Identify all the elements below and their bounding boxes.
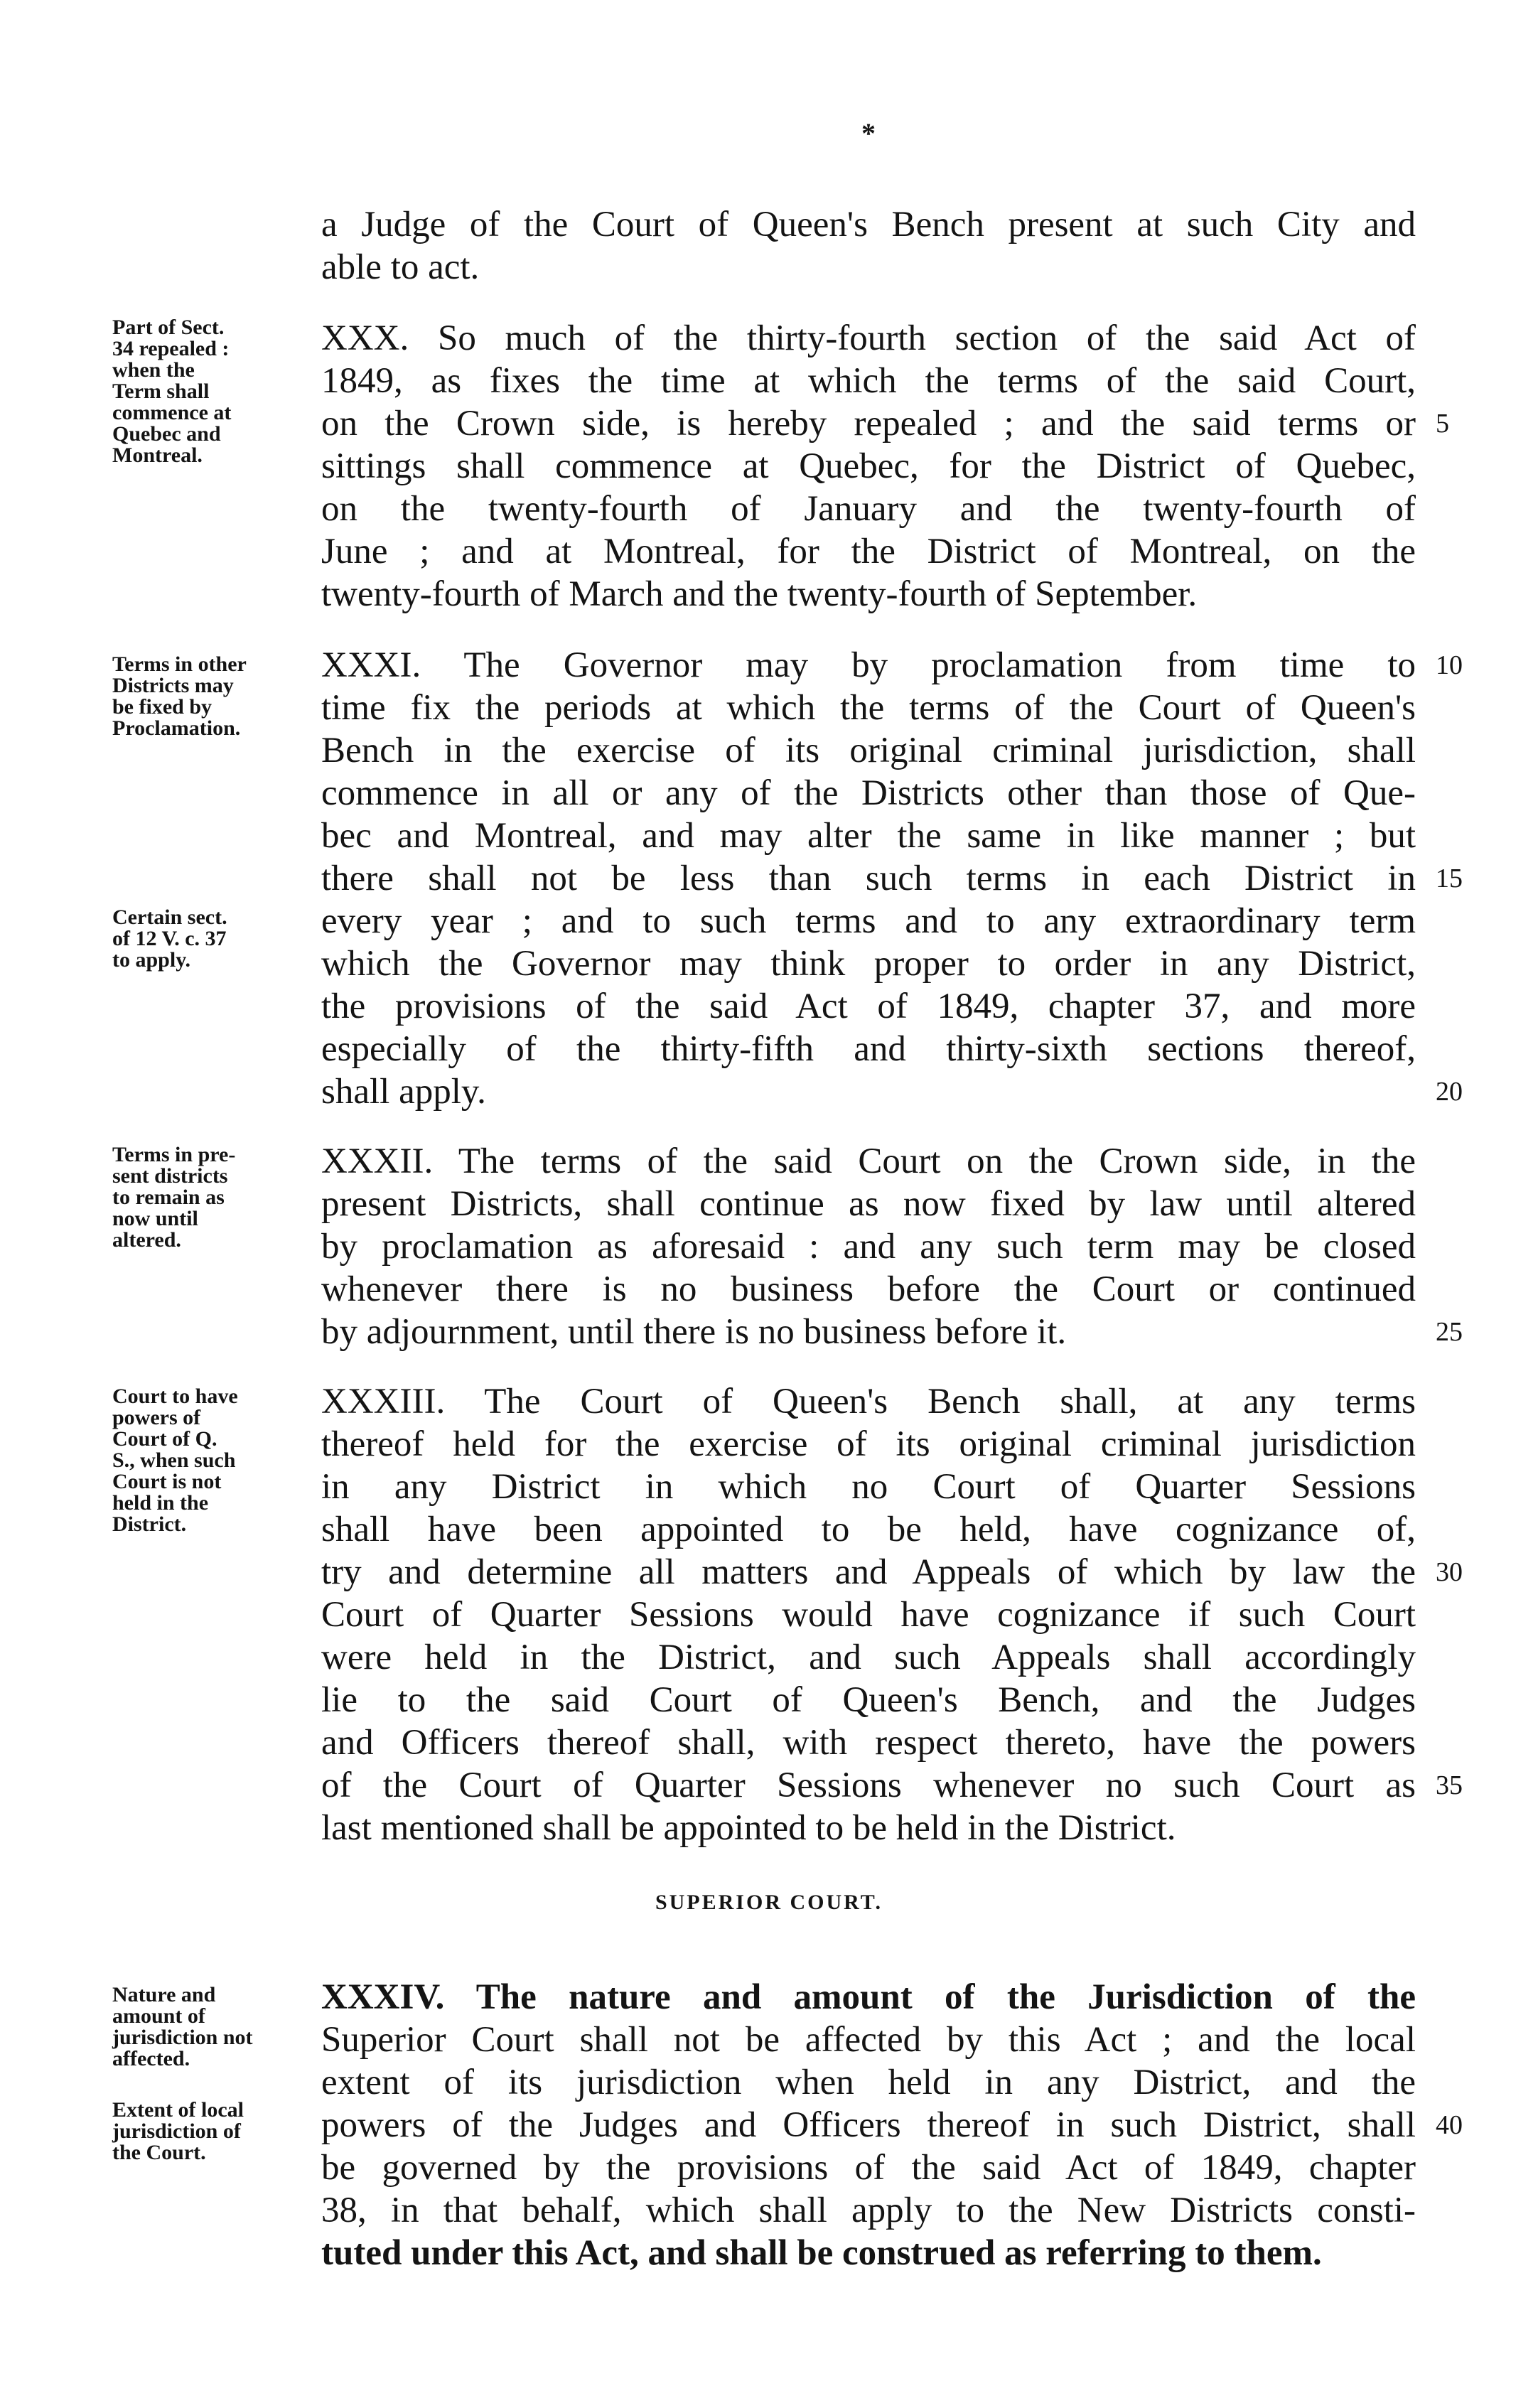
margin-note [112, 907, 318, 971]
text-line: were held in the District, and such Appeals shall accordingly [321, 1638, 1416, 1677]
line-number: 35 [1436, 1770, 1463, 1800]
margin-note-line: Court to have [112, 1385, 238, 1408]
text-line: Court of Quarter Sessions would have cognizance if such Court [321, 1595, 1416, 1635]
text-line: a Judge of the Court of Queen's Bench present at such City and [321, 205, 1416, 244]
margin-note-line: held in the [112, 1491, 209, 1515]
text-line: twenty-fourth of March and the twenty-fourth of September. [321, 574, 1198, 614]
margin-note-line: jurisdiction of [112, 2119, 241, 2143]
text-line: in any District in which no Court of Quarter Sessions [321, 1467, 1416, 1507]
text-line: Superior Court shall not be affected by this Act ; and the local [321, 2020, 1416, 2060]
margin-note-line: amount of [112, 2004, 205, 2028]
text-line: last mentioned shall be appointed to be held in the District. [321, 1808, 1176, 1848]
margin-note-line: Montreal. [112, 444, 203, 467]
text-line: lie to the said Court of Queen's Bench, and the Judges [321, 1680, 1416, 1720]
text-line: present Districts, shall continue as now fixed by law until altered [321, 1184, 1416, 1224]
margin-note [112, 2100, 318, 2164]
line-number: 5 [1436, 409, 1449, 439]
margin-note-line: commence at [112, 401, 232, 424]
text-line: whenever there is no business before the Court or continued [321, 1269, 1416, 1309]
line-number: 25 [1436, 1317, 1463, 1347]
margin-note-line: Quebec and [112, 422, 221, 446]
text-line: powers of the Judges and Officers thereof in such District, shall [321, 2105, 1416, 2145]
margin-note-line: Court of Q. [112, 1427, 217, 1451]
margin-note-line: Nature and [112, 1983, 216, 2006]
text-line: tuted under this Act, and shall be construed as referring to them. [321, 2233, 1322, 2273]
text-line: XXXIV. The nature and amount of the Jurisdiction of the [321, 1977, 1416, 2017]
text-line: sittings shall commence at Quebec, for the District of Quebec, [321, 446, 1416, 486]
text-line: by proclamation as aforesaid : and any such term may be closed [321, 1227, 1416, 1267]
margin-note-line: 34 repealed : [112, 337, 230, 360]
text-line: shall apply. [321, 1072, 486, 1112]
text-line: extent of its jurisdiction when held in any District, and the [321, 2063, 1416, 2102]
margin-note-line: District. [112, 1512, 187, 1536]
margin-note-line: Extent of local [112, 2098, 244, 2122]
margin-note-line: to apply. [112, 948, 191, 972]
text-line: 38, in that behalf, which shall apply to the New Districts consti- [321, 2191, 1416, 2230]
margin-note-line: Terms in other [112, 652, 247, 676]
margin-note-line: Terms in pre- [112, 1143, 236, 1166]
top-mark: * [861, 117, 876, 149]
line-number: 10 [1436, 650, 1463, 680]
margin-note [112, 317, 318, 466]
margin-note-line: Court is not [112, 1470, 222, 1493]
text-line: June ; and at Montreal, for the District of Montreal, on the [321, 532, 1416, 571]
margin-note-line: Term shall [112, 380, 210, 403]
margin-note-line: jurisdiction not [112, 2026, 253, 2049]
text-line: XXXI. The Governor may by proclamation from time to [321, 645, 1416, 685]
margin-note-line: to remain as [112, 1186, 225, 1209]
text-line: commence in all or any of the Districts other than those of Que- [321, 773, 1416, 813]
line-number: 20 [1436, 1077, 1463, 1107]
section-heading: SUPERIOR COURT. [655, 1891, 883, 1914]
text-line: XXX. So much of the thirty-fourth section of the said Act of [321, 318, 1416, 358]
margin-note-line: affected. [112, 2047, 190, 2070]
text-line: 1849, as fixes the time at which the terms of the said Court, [321, 361, 1416, 401]
text-line: there shall not be less than such terms in each District in [321, 859, 1416, 898]
text-line: XXXII. The terms of the said Court on the Crown side, in the [321, 1141, 1416, 1181]
margin-note-line: of 12 V. c. 37 [112, 927, 227, 950]
text-line: able to act. [321, 247, 480, 287]
line-number: 40 [1436, 2110, 1463, 2140]
text-line: every year ; and to such terms and to any extraordinary term [321, 901, 1416, 941]
margin-note-line: be fixed by [112, 695, 213, 719]
margin-note-line: Certain sect. [112, 905, 227, 929]
text-line: time fix the periods at which the terms of the Court of Queen's [321, 688, 1416, 728]
margin-note [112, 654, 318, 739]
margin-note [112, 1144, 318, 1251]
text-line: on the Crown side, is hereby repealed ; and the said terms or [321, 404, 1416, 444]
text-line: especially of the thirty-fifth and thirty-sixth sections thereof, [321, 1029, 1416, 1069]
margin-note-line: Proclamation. [112, 716, 241, 740]
text-line: which the Governor may think proper to order in any District, [321, 944, 1416, 984]
text-line: be governed by the provisions of the said Act of 1849, chapter [321, 2148, 1416, 2188]
margin-note-line: when the [112, 358, 195, 382]
line-number: 30 [1436, 1557, 1463, 1587]
margin-note-line: sent districts [112, 1164, 228, 1188]
margin-note-line: the Court. [112, 2141, 206, 2164]
margin-note-line: S., when such [112, 1448, 236, 1472]
margin-note-line: altered. [112, 1228, 181, 1252]
margin-note-line: now until [112, 1207, 198, 1230]
text-line: try and determine all matters and Appeals of which by law the [321, 1552, 1416, 1592]
line-number: 15 [1436, 864, 1463, 893]
text-line: by adjournment, until there is no business before it. [321, 1312, 1067, 1352]
text-line: bec and Montreal, and may alter the same in like manner ; but [321, 816, 1416, 856]
margin-note [112, 1386, 318, 1535]
text-line: of the Court of Quarter Sessions whenever no such Court as [321, 1765, 1416, 1805]
text-line: XXXIII. The Court of Queen's Bench shall, at any terms [321, 1382, 1416, 1421]
text-line: and Officers thereof shall, with respect thereto, have the powers [321, 1723, 1416, 1763]
margin-note-line: Districts may [112, 674, 234, 697]
text-line: shall have been appointed to be held, have cognizance of, [321, 1510, 1416, 1549]
text-line: thereof held for the exercise of its original criminal jurisdiction [321, 1424, 1416, 1464]
margin-note-line: Part of Sect. [112, 316, 225, 339]
text-line: Bench in the exercise of its original criminal jurisdiction, shall [321, 731, 1416, 770]
text-line: the provisions of the said Act of 1849, chapter 37, and more [321, 987, 1416, 1026]
margin-note-line: powers of [112, 1406, 201, 1429]
margin-note [112, 1984, 318, 2070]
text-line: on the twenty-fourth of January and the twenty-fourth of [321, 489, 1416, 529]
